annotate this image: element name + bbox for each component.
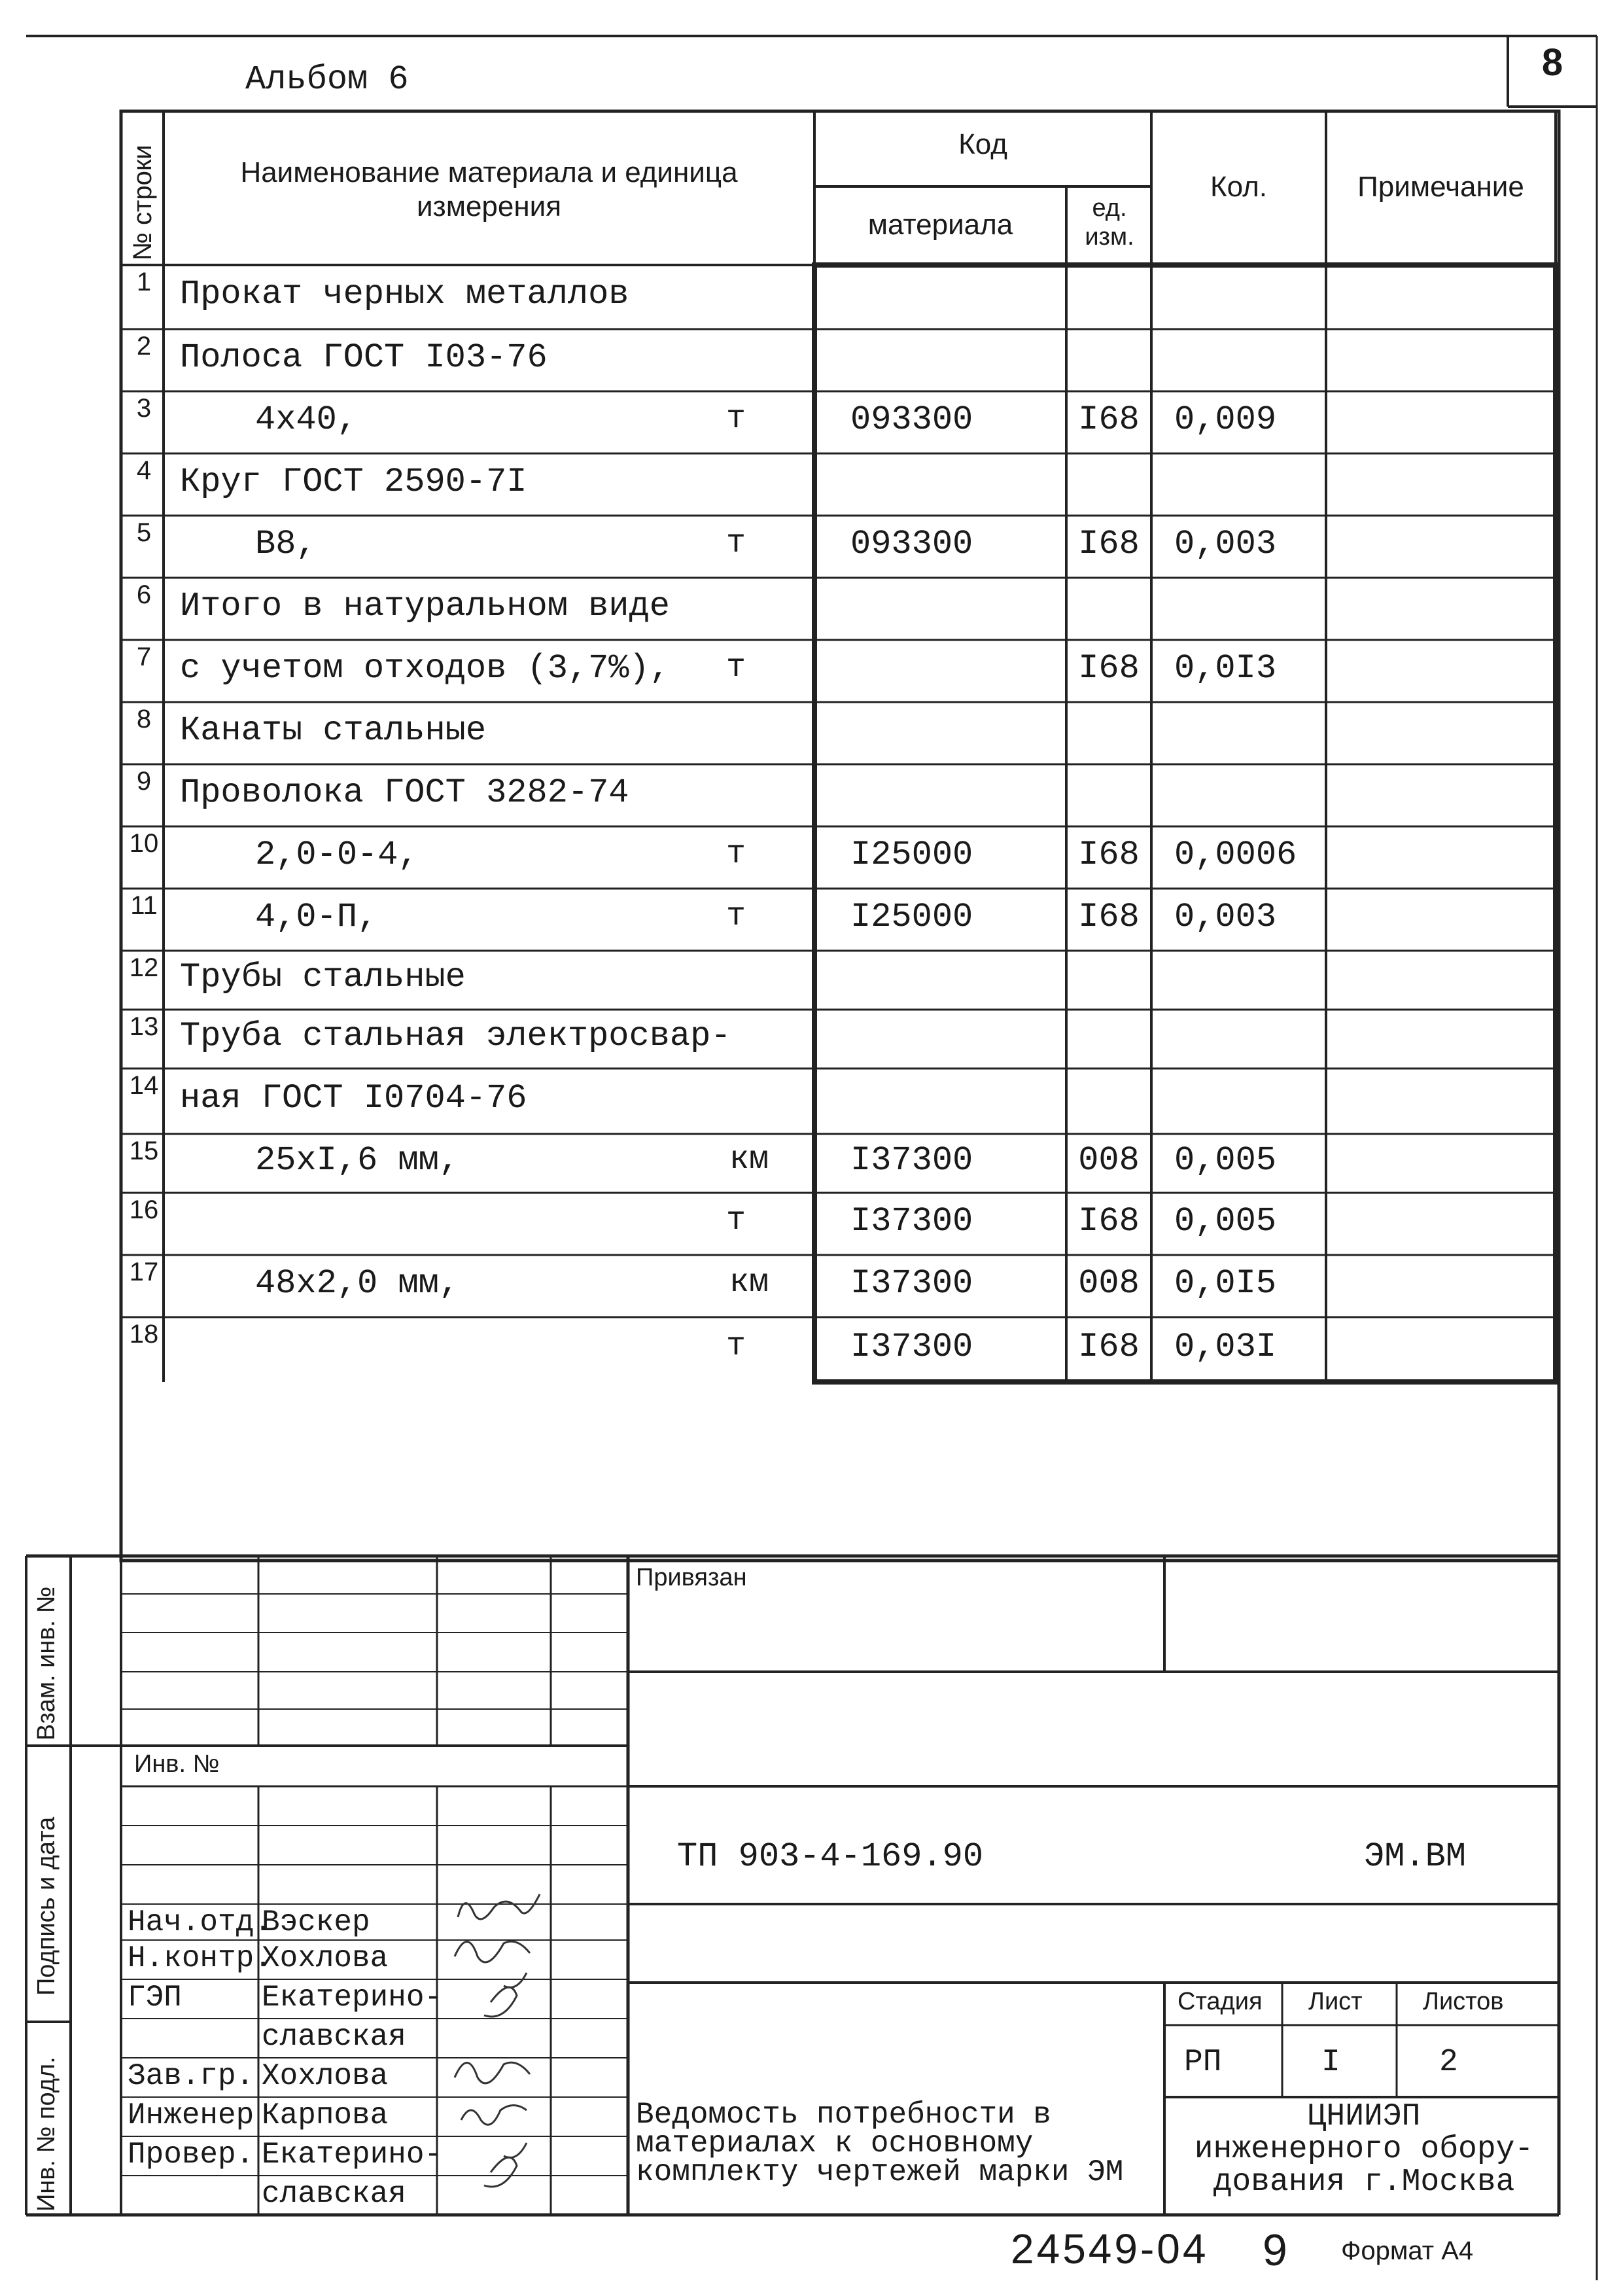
row-code: I25000	[850, 897, 973, 936]
organization	[1171, 2100, 1557, 2199]
privyazan-label: Привязан	[636, 1564, 747, 1591]
row-number: 12	[129, 953, 159, 982]
sheet-label: Лист	[1308, 1988, 1363, 2015]
row-code: 093300	[850, 524, 973, 563]
row-unit-code: I68	[1078, 1327, 1140, 1366]
signatures	[445, 1888, 556, 2195]
row-number: 17	[129, 1258, 159, 1286]
row-qty: 0,0006	[1174, 835, 1297, 874]
row-unit: км	[729, 1141, 769, 1178]
row-qty: 0,003	[1174, 524, 1277, 563]
signer-name: Вэскер	[262, 1905, 370, 1939]
signer-name: Екатерино-	[262, 1981, 443, 2015]
row-unit-code: I68	[1078, 648, 1140, 688]
row-unit-code: I68	[1078, 400, 1140, 439]
row-name: Полоса ГОСТ I03-76	[180, 338, 548, 377]
row-code: I37300	[850, 1327, 973, 1366]
row-unit: т	[726, 1201, 746, 1239]
row-number: 10	[129, 829, 159, 858]
stage-label: Стадия	[1178, 1988, 1263, 2015]
archive-number: 24549-04	[1011, 2225, 1209, 2272]
sheets-label: Листов	[1423, 1988, 1504, 2015]
row-name: 48x2,0 мм,	[255, 1263, 460, 1303]
row-code: I37300	[850, 1201, 973, 1241]
signer-role: Нач.отд.	[128, 1905, 272, 1939]
header-qty: Кол.	[1210, 171, 1268, 203]
row-qty: 0,009	[1174, 400, 1277, 439]
signer-name: славская	[262, 2020, 406, 2054]
row-unit: т	[726, 524, 746, 562]
row-number: 5	[136, 518, 152, 547]
doc-code: ТП 903-4-169.90	[677, 1837, 984, 1876]
row-number: 4	[136, 456, 152, 485]
row-number: 8	[136, 705, 152, 733]
row-unit-code: I68	[1078, 897, 1140, 936]
row-unit-code: 008	[1078, 1141, 1140, 1180]
header-code: Код	[958, 128, 1007, 160]
header-name: Наименование материала и единица измерения	[240, 156, 738, 222]
row-number: 13	[129, 1012, 159, 1041]
doc-mark: ЭМ.ВМ	[1364, 1837, 1467, 1876]
signer-role: Зав.гр.	[128, 2059, 254, 2093]
row-number: 16	[129, 1195, 159, 1224]
row-unit-code: I68	[1078, 835, 1140, 874]
row-unit: т	[726, 897, 746, 935]
signer-name: Хохлова	[262, 1941, 389, 1975]
header-code-material: материала	[867, 209, 1013, 241]
row-name: В8,	[255, 524, 317, 563]
signer-name: Карпова	[262, 2098, 389, 2132]
sheet-value: I	[1321, 2045, 1340, 2080]
header-row-no: № строки	[128, 145, 157, 260]
row-number: 15	[129, 1137, 159, 1165]
row-unit: т	[726, 1327, 746, 1365]
row-name: Проволока ГОСТ 3282-74	[180, 773, 629, 812]
row-number: 7	[136, 643, 152, 671]
row-name: 4,0-П,	[255, 897, 378, 936]
sheet-corner-number: 8	[1541, 41, 1563, 84]
row-unit: т	[726, 835, 746, 873]
row-qty: 0,03I	[1174, 1327, 1277, 1366]
description: Ведомость потребности в материалах к основному комплекту чертежей марки ЭМ	[636, 2098, 1124, 2189]
row-qty: 0,0I5	[1174, 1263, 1277, 1303]
row-unit-code: 008	[1078, 1263, 1140, 1303]
row-code: I37300	[850, 1141, 973, 1180]
row-number: 9	[136, 767, 152, 796]
row-number: 14	[129, 1071, 159, 1100]
row-unit: т	[726, 400, 746, 438]
stage-value: РП	[1184, 2045, 1222, 2080]
row-name: Канаты стальные	[180, 711, 487, 750]
row-code: 093300	[850, 400, 973, 439]
row-name: с учетом отходов (3,7%),	[180, 648, 670, 688]
sheets-value: 2	[1439, 2045, 1458, 2080]
row-name: Труба стальная электросвар-	[180, 1017, 731, 1055]
org-line-1: ЦНИИЭП	[1307, 2099, 1421, 2134]
page-number: 9	[1263, 2225, 1287, 2275]
row-unit-code: I68	[1078, 524, 1140, 563]
signer-role: Н.контр.	[128, 1941, 272, 1975]
org-line-3: дования г.Москва	[1213, 2164, 1515, 2200]
signer-name: Хохлова	[262, 2059, 389, 2093]
row-name: 4x40,	[255, 400, 358, 439]
row-unit: км	[729, 1263, 769, 1301]
row-qty: 0,005	[1174, 1141, 1277, 1180]
format-label: Формат А4	[1341, 2236, 1474, 2265]
row-qty: 0,005	[1174, 1201, 1277, 1241]
side-label-vzam: Взам. инв. №	[33, 1586, 60, 1740]
row-name: ная ГОСТ I0704-76	[180, 1079, 527, 1118]
org-line-2: инженерного обору-	[1194, 2132, 1534, 2167]
row-unit: т	[726, 648, 746, 686]
row-number: 3	[136, 394, 152, 423]
side-label-inv-podl: Инв. № подл.	[33, 2057, 60, 2212]
row-name: Прокат черных металлов	[180, 275, 629, 313]
signer-role: Инженер	[128, 2098, 254, 2132]
row-unit-code: I68	[1078, 1201, 1140, 1241]
row-code: I25000	[850, 835, 973, 874]
album-label: Альбом 6	[245, 60, 409, 99]
row-number: 1	[136, 268, 152, 296]
signer-name: Екатерино-	[262, 2138, 443, 2172]
row-number: 6	[136, 580, 152, 609]
signer-role: ГЭП	[128, 1981, 182, 2015]
inv-no-label: Инв. №	[134, 1750, 220, 1778]
row-name: Круг ГОСТ 2590-7I	[180, 462, 527, 501]
row-code: I37300	[850, 1263, 973, 1303]
header-code-unit: ед. изм.	[1085, 194, 1134, 251]
row-number: 11	[130, 891, 158, 920]
row-name: 2,0-0-4,	[255, 835, 419, 874]
side-label-podpis: Подпись и дата	[33, 1816, 60, 1996]
header-note: Примечание	[1357, 171, 1524, 203]
row-qty: 0,003	[1174, 897, 1277, 936]
row-name: 25xI,6 мм,	[255, 1141, 460, 1180]
signer-role: Провер.	[128, 2138, 254, 2172]
row-number: 2	[136, 332, 152, 361]
signer-name: славская	[262, 2177, 406, 2211]
row-qty: 0,0I3	[1174, 648, 1277, 688]
row-name: Итого в натуральном виде	[180, 586, 670, 626]
row-number: 18	[129, 1320, 159, 1349]
row-name: Трубы стальные	[180, 958, 466, 997]
